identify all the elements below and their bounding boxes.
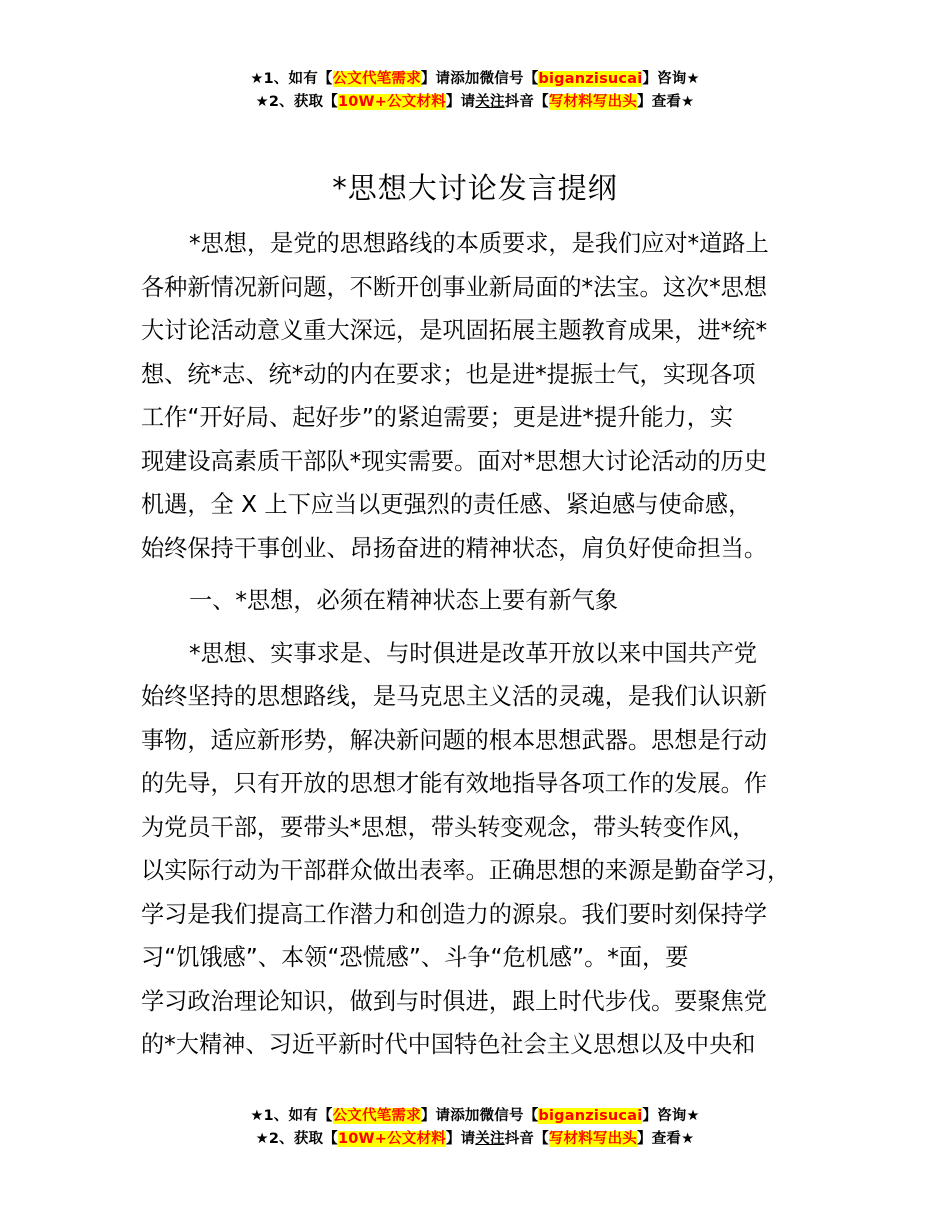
section-heading-1 — [141, 579, 829, 623]
header-underline-follow: 关注 — [475, 94, 505, 110]
header-highlight-service: 公文代笔需求 — [332, 71, 421, 87]
text-line: 想、统*志、统*动的内在要求；也是进*提振士气，实现各项 — [141, 360, 756, 388]
text-line: 各种新情况新问题，不断开创事业新局面的*法宝。这次*思想 — [141, 273, 768, 301]
text-line: *思想，是党的思想路线的本质要求，是我们应对*道路上 — [189, 230, 769, 257]
header-highlight-douyin: 写材料写出头 — [548, 94, 638, 110]
text-line: 的先导，只有开放的思想才能有效地指导各项工作的发展。作 — [141, 770, 768, 797]
footer-line-2-suffix: 】查看★ — [637, 1131, 695, 1147]
footer-line-2-prefix: ★2、获取【 — [255, 1131, 338, 1147]
header-line-2-mid-a: 】请 — [445, 94, 476, 110]
footer-underline-follow: 关注 — [475, 1131, 505, 1147]
text-line: 工作“开好局、起好步”的紧迫需要；更是进*提升能力，实 — [141, 404, 734, 431]
text-line: 现建设高素质干部队*现实需要。面对*思想大讨论活动的历史 — [141, 447, 768, 475]
text-line: *思想、实事求是、与时俱进是改革开放以来中国共产党 — [189, 639, 758, 667]
text-line: 的*大精神、习近平新时代中国特色社会主义思想以及中央和 — [141, 1031, 756, 1058]
document-title: *思想大讨论发言提纲 — [332, 171, 618, 205]
text-line: 习“饥饿感”、本领“恐慌感”、斗争“危机感”。*面，要 — [141, 944, 689, 971]
text-line: 学习政治理论知识，做到与时俱进，跟上时代步伐。要聚焦党 — [141, 987, 768, 1015]
text-line: 大讨论活动意义重大深远，是巩固拓展主题教育成果，进*统* — [141, 317, 768, 344]
header-line-1-mid: 】请添加微信号【 — [420, 71, 539, 87]
header-line-1-prefix: ★1、如有【 — [250, 71, 333, 87]
header-line-1-suffix: 】咨询★ — [642, 71, 700, 87]
footer-highlight-wechat: biganzisucai — [538, 1108, 643, 1124]
text-line: 始终坚持的思想路线，是马克思主义活的灵魂，是我们认识新 — [141, 683, 768, 710]
footer-highlight-materials: 10W+公文材料 — [337, 1131, 446, 1147]
footer-highlight-service: 公文代笔需求 — [332, 1108, 421, 1124]
footer-line-1-prefix: ★1、如有【 — [250, 1108, 333, 1124]
header-line-2-suffix: 】查看★ — [637, 94, 695, 110]
footer-banner — [0, 1105, 950, 1151]
paragraph-intro — [141, 222, 829, 570]
text-line: 始终保持干事创业、昂扬奋进的精神状态，肩负好使命担当。 — [141, 534, 768, 562]
footer-line-2-mid-a: 】请 — [445, 1131, 476, 1147]
footer-line-1 — [0, 1105, 950, 1128]
text-line: 机遇，全 X 上下应当以更强烈的责任感、紧迫感与使命感， — [141, 491, 752, 518]
footer-line-2-mid-b: 抖音【 — [504, 1131, 549, 1147]
text-line: 事物，适应新形势，解决新问题的根本思想武器。思想是行动 — [141, 726, 768, 754]
header-line-2 — [0, 91, 950, 114]
footer-highlight-douyin: 写材料写出头 — [548, 1131, 638, 1147]
text-line: 以实际行动为干部群众做出表率。正确思想的来源是勤奋学习， — [141, 857, 791, 884]
header-line-2-mid-b: 抖音【 — [504, 94, 549, 110]
footer-line-2 — [0, 1128, 950, 1151]
footer-line-1-suffix: 】咨询★ — [642, 1108, 700, 1124]
header-line-2-prefix: ★2、获取【 — [255, 94, 338, 110]
header-highlight-materials: 10W+公文材料 — [337, 94, 446, 110]
header-highlight-wechat: biganzisucai — [538, 71, 643, 87]
paragraph-section-1 — [141, 632, 829, 1067]
footer-line-1-mid: 】请添加微信号【 — [420, 1108, 539, 1124]
text-line: 学习是我们提高工作潜力和创造力的源泉。我们要时刻保持学 — [141, 900, 768, 928]
header-line-1 — [0, 68, 950, 91]
text-line: 为党员干部，要带头*思想，带头转变观念，带头转变作风， — [141, 813, 756, 841]
document-body — [141, 222, 829, 1067]
heading-text: 一、*思想，必须在精神状态上要有新气象 — [189, 587, 618, 614]
header-banner — [0, 68, 950, 114]
